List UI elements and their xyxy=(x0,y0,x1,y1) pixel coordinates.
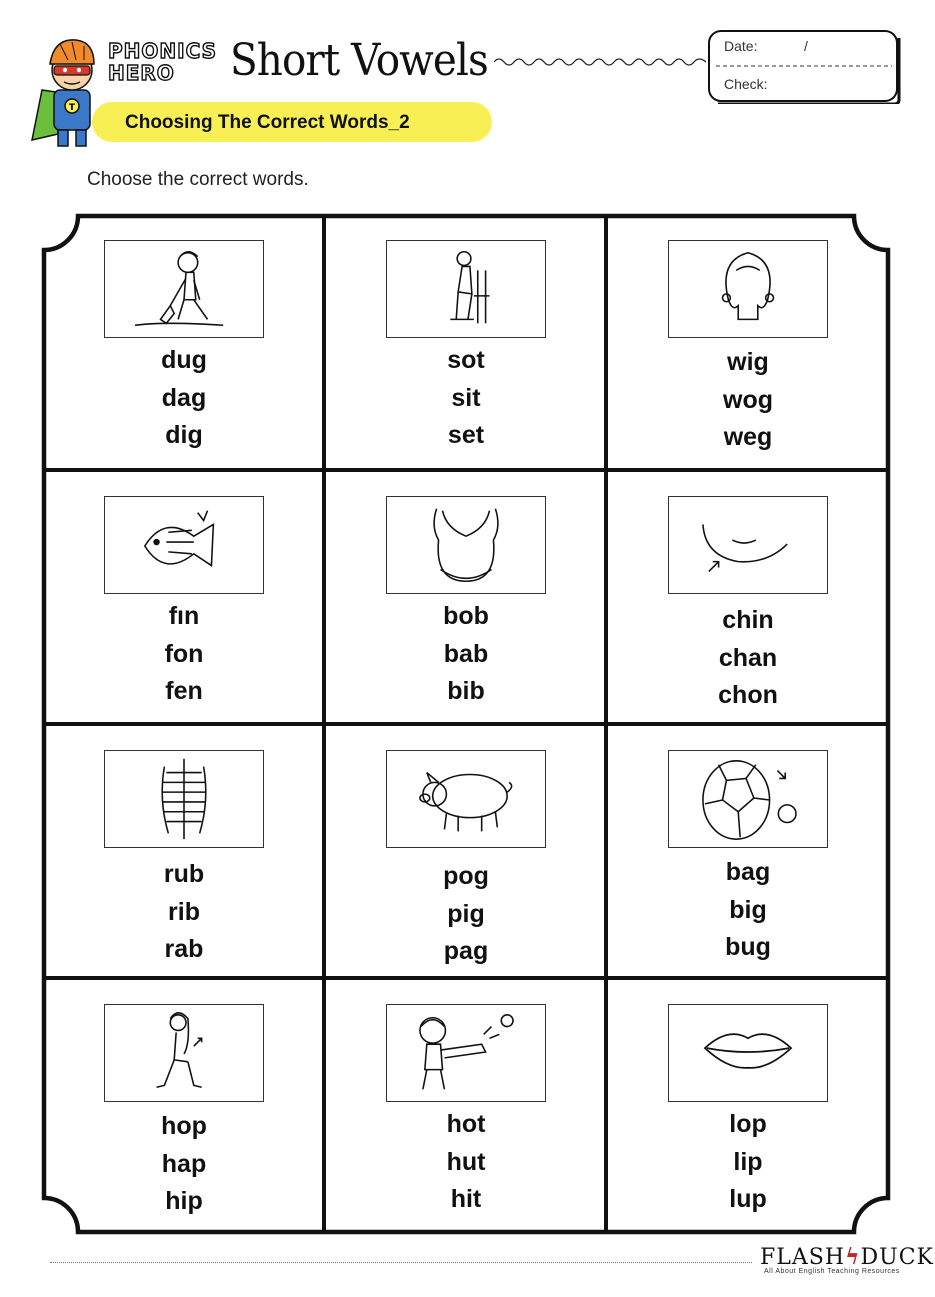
word-option[interactable]: bob xyxy=(443,602,489,630)
footer-tagline: All About English Teaching Resources xyxy=(764,1268,900,1275)
word-option[interactable]: bib xyxy=(447,677,485,705)
word-option[interactable]: pog xyxy=(443,862,489,890)
date-label: Date: xyxy=(724,38,758,54)
word-option[interactable]: rab xyxy=(164,935,204,963)
word-option[interactable]: fen xyxy=(165,677,203,705)
word-option[interactable]: set xyxy=(447,421,485,449)
word-option[interactable]: wog xyxy=(723,385,773,414)
page-title: Short Vowels xyxy=(230,35,488,86)
word-choice-grid xyxy=(44,216,888,1232)
word-cell xyxy=(44,216,324,470)
lips-icon xyxy=(668,1004,828,1102)
word-option[interactable]: bug xyxy=(725,933,771,961)
girl-hip-icon xyxy=(104,1004,264,1102)
big-ball-icon xyxy=(668,750,828,848)
word-cell xyxy=(608,472,888,726)
word-option[interactable]: dig xyxy=(165,421,203,449)
word-cell xyxy=(326,980,606,1234)
word-cell xyxy=(608,980,888,1234)
word-option[interactable]: lop xyxy=(729,1110,767,1138)
bib-icon xyxy=(386,496,546,594)
word-option[interactable]: sot xyxy=(447,346,485,374)
subtitle: Choosing The Correct Words_2 xyxy=(125,112,410,133)
word-option[interactable]: fon xyxy=(164,639,204,668)
brand-line-1: PHONICS xyxy=(108,39,218,63)
footer-divider xyxy=(50,1262,752,1263)
boy-hitting-ball-icon xyxy=(386,1004,546,1102)
word-option[interactable]: pag xyxy=(443,937,489,965)
word-option[interactable]: lup xyxy=(729,1185,767,1213)
pig-icon xyxy=(386,750,546,848)
word-option[interactable]: wig xyxy=(727,348,769,376)
wavy-divider xyxy=(494,52,706,72)
word-option[interactable]: fın xyxy=(168,602,200,630)
chin-icon xyxy=(668,496,828,594)
word-cell xyxy=(326,216,606,470)
word-option[interactable]: hip xyxy=(165,1187,203,1215)
word-option[interactable]: rub xyxy=(163,860,205,888)
word-cell xyxy=(608,726,888,980)
word-option[interactable]: dag xyxy=(161,383,207,412)
word-cell xyxy=(44,472,324,726)
word-cell xyxy=(326,472,606,726)
word-option[interactable]: hap xyxy=(161,1149,207,1178)
word-option[interactable]: hot xyxy=(446,1110,486,1138)
instruction-text: Choose the correct words. xyxy=(87,169,309,190)
word-option[interactable]: lip xyxy=(733,1147,763,1176)
word-cell xyxy=(326,726,606,980)
word-option[interactable]: bab xyxy=(443,639,489,668)
word-option[interactable]: chon xyxy=(718,681,778,709)
word-option[interactable]: hit xyxy=(450,1185,482,1213)
check-label: Check: xyxy=(724,76,768,92)
word-option[interactable]: chan xyxy=(718,643,778,672)
ribs-icon xyxy=(104,750,264,848)
word-option[interactable]: hop xyxy=(161,1112,207,1140)
footer-brand-part1: FLASH xyxy=(760,1245,846,1270)
word-option[interactable]: bag xyxy=(725,858,771,886)
phonics-hero-logo xyxy=(108,40,226,90)
word-cell xyxy=(44,980,324,1234)
wig-icon xyxy=(668,240,828,338)
word-cell xyxy=(608,216,888,470)
brand-line-2: HERO xyxy=(108,61,175,85)
svg-text:T: T xyxy=(68,103,76,113)
word-option[interactable]: chin xyxy=(722,606,774,634)
person-sitting-icon xyxy=(386,240,546,338)
fish-fin-icon xyxy=(104,496,264,594)
word-cell xyxy=(44,726,324,980)
date-separator: / xyxy=(804,38,808,54)
word-option[interactable]: pig xyxy=(447,899,485,928)
word-option[interactable]: weg xyxy=(723,423,773,451)
boy-digging-icon xyxy=(104,240,264,338)
word-option[interactable]: big xyxy=(729,895,767,924)
word-option[interactable]: sit xyxy=(451,383,481,412)
word-option[interactable]: dug xyxy=(161,346,207,374)
lightning-bolt-icon: ϟ xyxy=(845,1244,861,1270)
footer-brand-part2: DUCK xyxy=(860,1245,934,1270)
flashduck-logo xyxy=(760,1244,934,1271)
word-option[interactable]: hut xyxy=(446,1147,486,1176)
word-option[interactable]: rib xyxy=(168,897,200,926)
